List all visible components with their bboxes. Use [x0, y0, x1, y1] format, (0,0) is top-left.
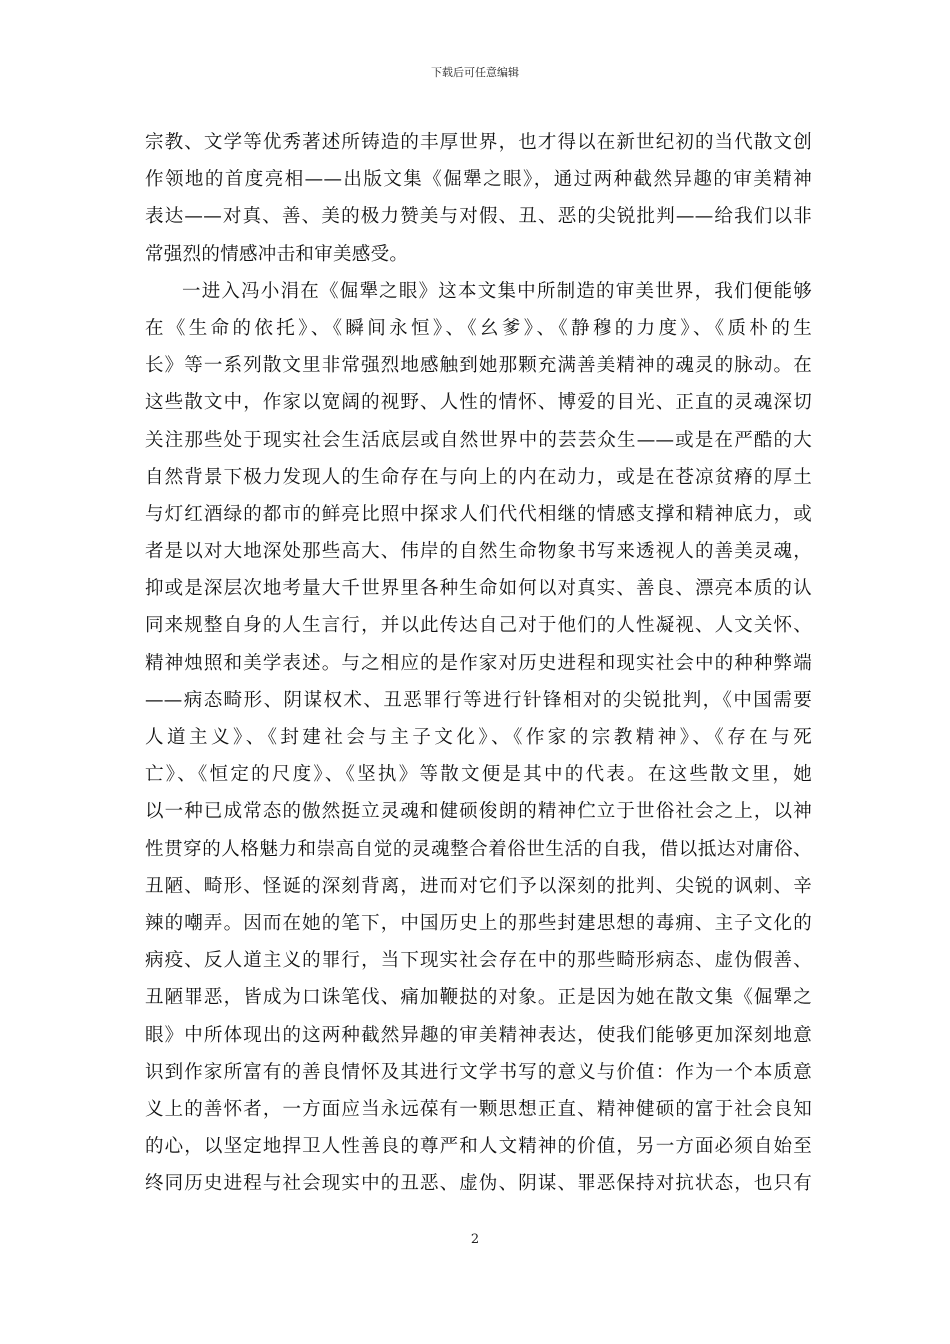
text-line: 这些散文中，作家以宽阔的视野、人性的情怀、博爱的目光、正直的灵魂深切: [145, 392, 812, 414]
text-line: 识到作家所富有的善良情怀及其进行文学书写的意义与价值：作为一个本质意: [145, 1061, 812, 1083]
text-line: 义上的善怀者，一方面应当永远葆有一颗思想正直、精神健硕的富于社会良知: [145, 1098, 812, 1120]
page-number: 2: [470, 1232, 480, 1247]
text-line: 同来规整自身的人生言行，并以此传达自己对于他们的人性凝视、人文关怀、: [145, 615, 812, 637]
text-line: 亡》、《恒定的尺度》、《坚执》等散文便是其中的代表。在这些散文里，她: [145, 764, 812, 786]
text-line: 表达——对真、善、美的极力赞美与对假、丑、恶的尖锐批判——给我们以非: [145, 206, 812, 228]
body-text: [145, 124, 812, 1202]
text-line: 的心，以坚定地捍卫人性善良的尊严和人文精神的价值，另一方面必须自始至: [145, 1136, 812, 1158]
text-line: 在《生命的依托》、《瞬间永恒》、《幺爹》、《静穆的力度》、《质朴的生: [145, 317, 812, 339]
text-line: 者是以对大地深处那些高大、伟岸的自然生命物象书写来透视人的善美灵魂，: [145, 541, 812, 563]
text-line: 与灯红酒绿的都市的鲜亮比照中探求人们代代相继的情感支撑和精神底力，或: [145, 503, 812, 525]
text-line: 长》等一系列散文里非常强烈地感触到她那颗充满善美精神的魂灵的脉动。在: [145, 355, 812, 377]
text-line: 性贯穿的人格魅力和崇高自觉的灵魂整合着俗世生活的自我，借以抵达对庸俗、: [145, 838, 812, 860]
text-line: 精神烛照和美学表述。与之相应的是作家对历史进程和现实社会中的种种弊端: [145, 652, 812, 674]
text-line: 丑陋罪恶，皆成为口诛笔伐、痛加鞭挞的对象。正是因为她在散文集《倔犟之: [145, 987, 812, 1009]
text-line: 丑陋、畸形、怪诞的深刻背离，进而对它们予以深刻的批判、尖锐的讽刺、辛: [145, 875, 812, 897]
text-line: 病疫、反人道主义的罪行，当下现实社会存在中的那些畸形病态、虚伪假善、: [145, 950, 812, 972]
text-line: 宗教、文学等优秀著述所铸造的丰厚世界，也才得以在新世纪初的当代散文创: [145, 132, 812, 153]
text-line: 关注那些处于现实社会生活底层或自然世界中的芸芸众生——或是在严酷的大: [145, 429, 812, 451]
text-line: 常强烈的情感冲击和审美感受。: [145, 243, 409, 265]
page-header: 下载后可任意编辑: [431, 66, 519, 79]
text-line: ——病态畸形、阴谋权术、丑恶罪行等进行针锋相对的尖锐批判，《中国需要: [145, 689, 812, 711]
text-line: 作领地的首度亮相——出版文集《倔犟之眼》，通过两种截然异趣的审美精神: [145, 169, 812, 191]
paragraph-start-line: 一进入冯小涓在《倔犟之眼》这本文集中所制造的审美世界，我们便能够: [182, 280, 812, 302]
text-line: 终同历史进程与社会现实中的丑恶、虚伪、阴谋、罪恶保持对抗状态，也只有: [145, 1173, 812, 1195]
text-line: 眼》中所体现出的这两种截然异趣的审美精神表达，使我们能够更加深刻地意: [145, 1024, 812, 1046]
text-line: 辣的嘲弄。因而在她的笔下，中国历史上的那些封建思想的毒痈、主子文化的: [145, 912, 812, 934]
text-line: 抑或是深层次地考量大千世界里各种生命如何以对真实、善良、漂亮本质的认: [145, 578, 812, 600]
text-line: 以一种已成常态的傲然挺立灵魂和健硕俊朗的精神伫立于世俗社会之上，以神: [145, 801, 812, 823]
text-line: 自然背景下极力发现人的生命存在与向上的内在动力，或是在苍凉贫瘠的厚土: [145, 466, 812, 488]
text-line: 人道主义》、《封建社会与主子文化》、《作家的宗教精神》、《存在与死: [145, 727, 812, 748]
